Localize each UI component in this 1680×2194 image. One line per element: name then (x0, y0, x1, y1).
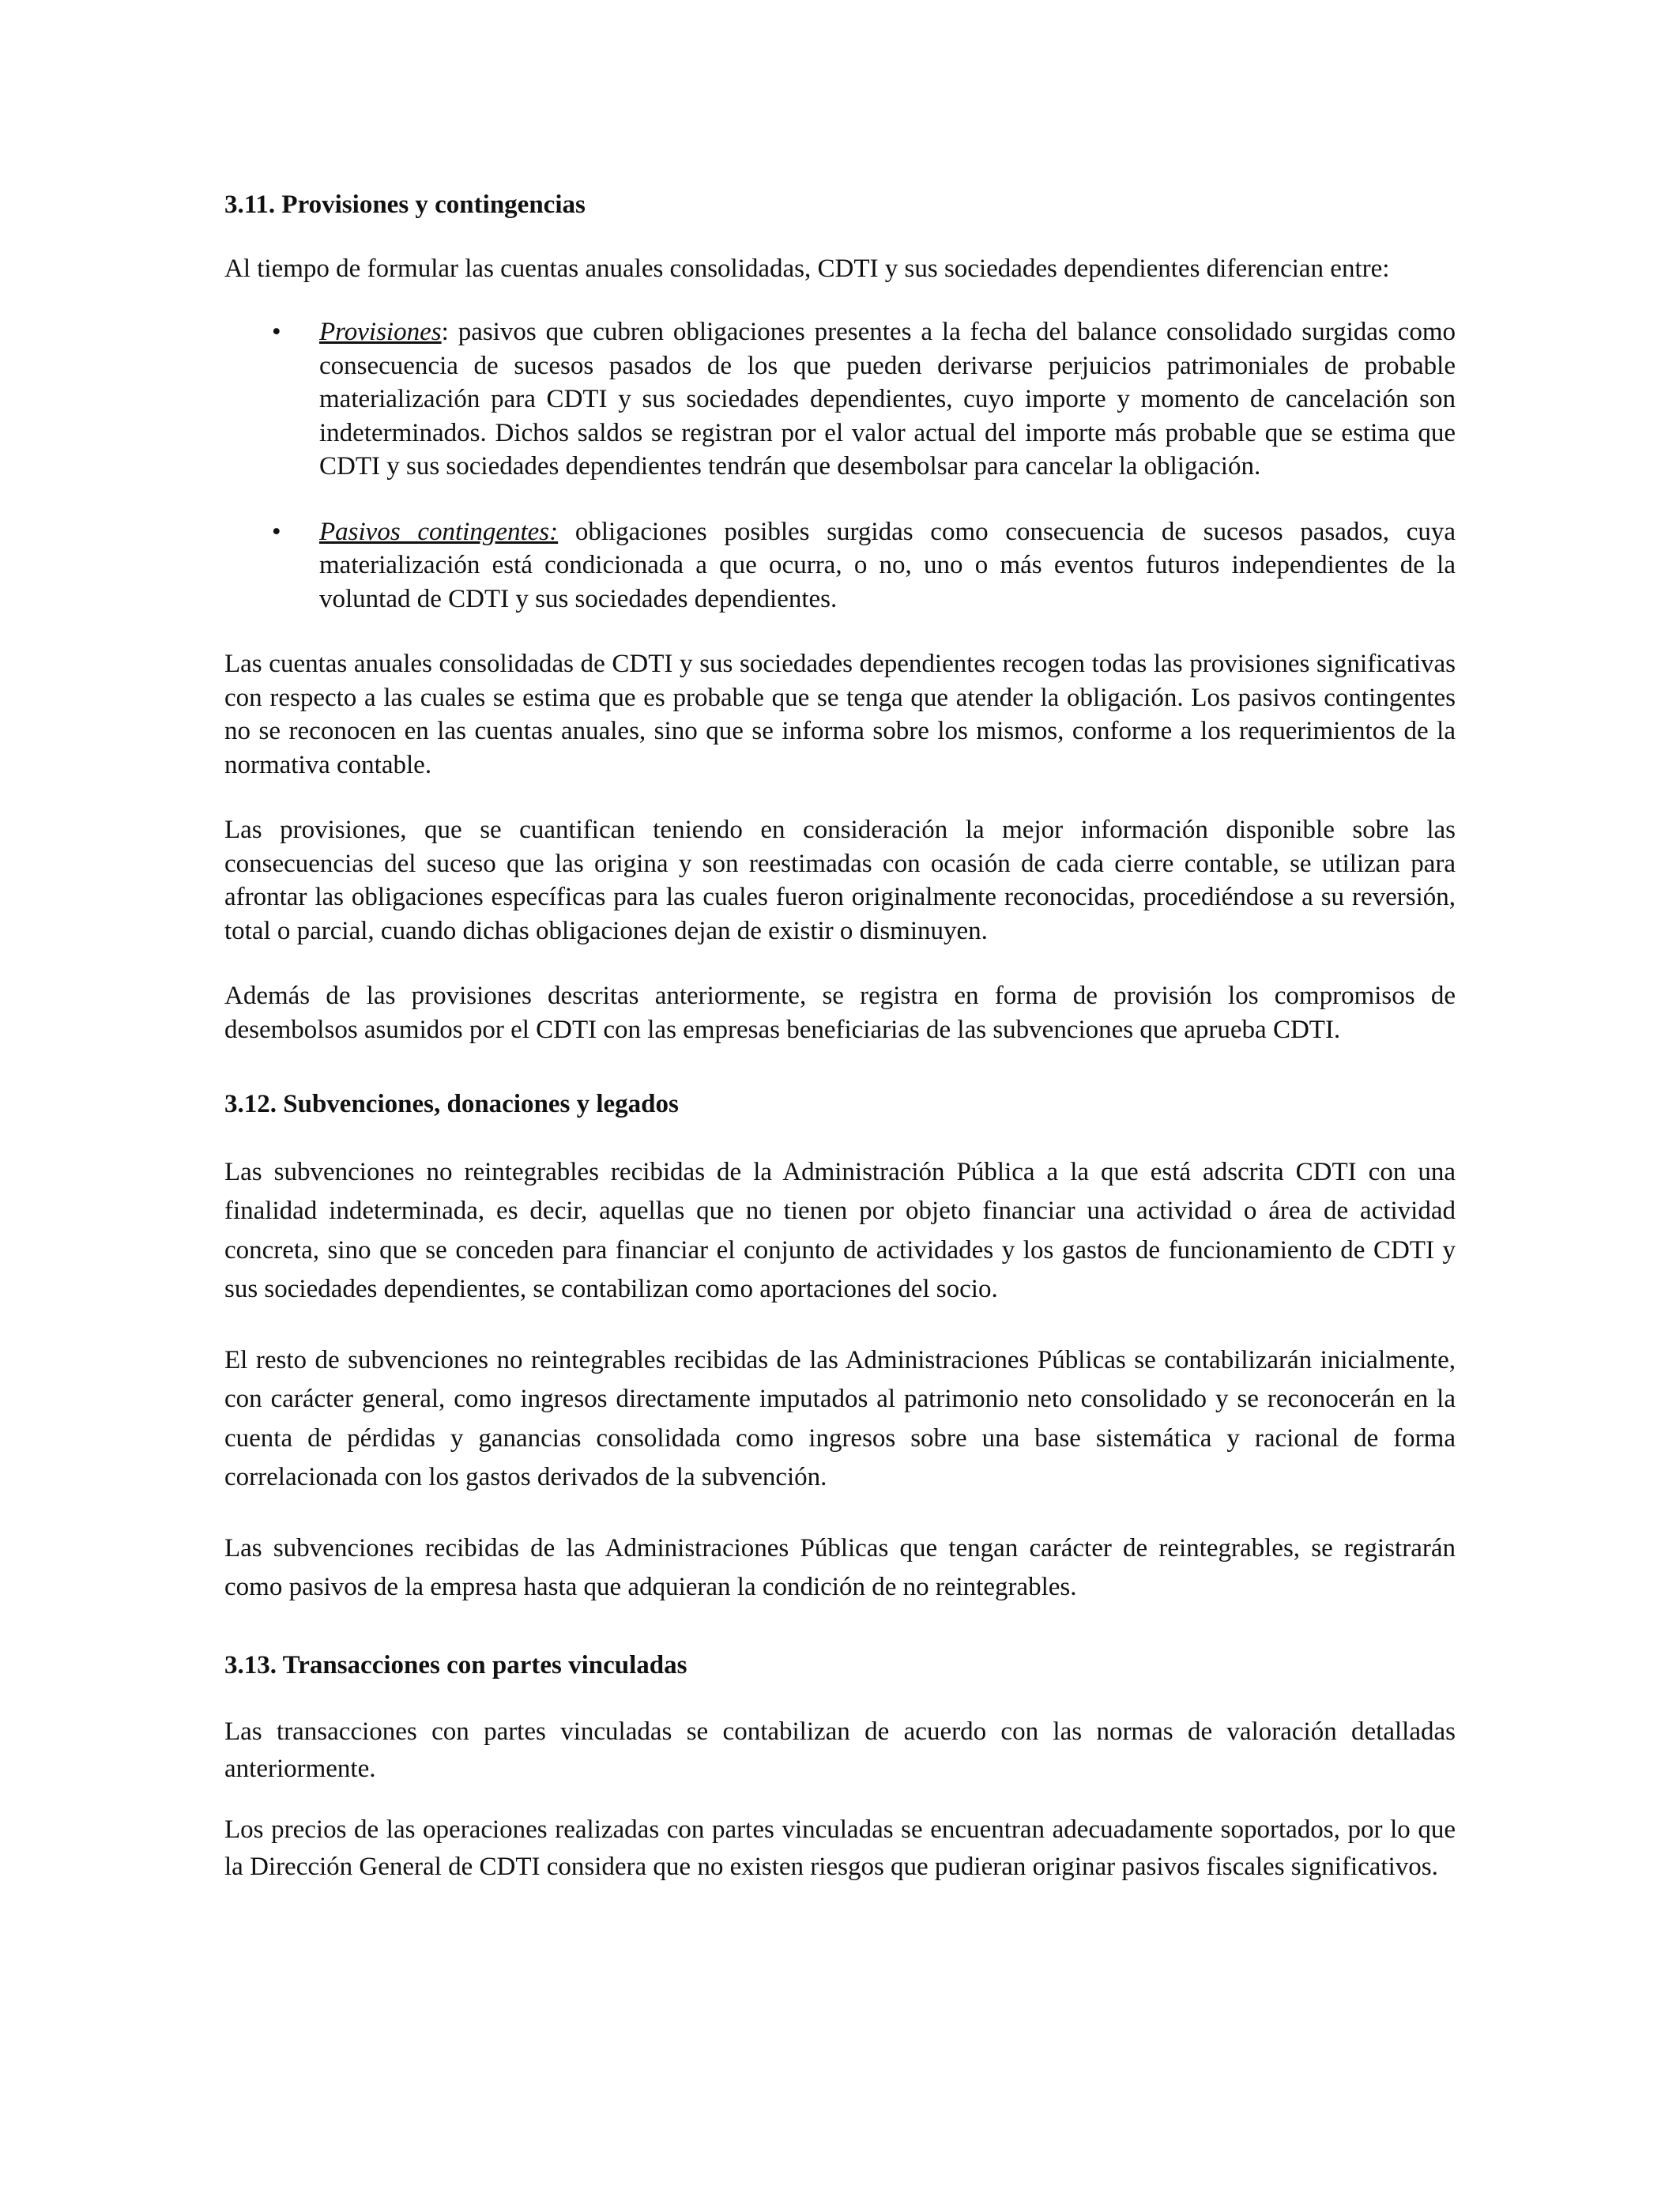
bullet-item-pasivos-contingentes (224, 515, 1456, 616)
paragraph: Las subvenciones no reintegrables recibidas de la Administración Pública a la que está adscrita CDTI con una finalidad indeterminada, es decir, aquellas que no tienen por objeto financiar una actividad o área de actividad concreta, sino que se conceden para financiar el conjunto de actividades y los gastos de funcionamiento de CDTI y sus sociedades dependientes, se contabilizan como aportaciones del socio. (224, 1157, 1456, 1303)
paragraph: Las cuentas anuales consolidadas de CDTI y sus sociedades dependientes recogen todas las provisiones significativas con respecto a las cuales se estima que es probable que se tenga que atender la obligación. Los pasivos contingentes no se reconocen en las cuentas anuales, sino que se informa sobre los mismos, conforme a los requerimientos de la normativa contable. (224, 650, 1456, 779)
paragraph: Las subvenciones recibidas de las Administraciones Públicas que tengan carácter de reintegrables, se registrarán como pasivos de la empresa hasta que adquieran la condición de no reintegrables. (224, 1533, 1456, 1601)
paragraph: Las transacciones con partes vinculadas se contabilizan de acuerdo con las normas de valoración detalladas anteriormente. (224, 1717, 1456, 1783)
section-heading-3-12: 3.12. Subvenciones, donaciones y legados (224, 1090, 679, 1118)
bullet-text: : pasivos que cubren obligaciones presentes a la fecha del balance consolidado surgidas como consecuencia de sucesos pasados de los que pueden derivarse perjuicios patrimoniales de probable materialización para CDTI y sus sociedades dependientes, cuyo importe y momento de cancelación son indeterminados. Dichos saldos se registran por el valor actual del importe más probable que se estima que CDTI y sus sociedades dependientes tendrán que desembolsar para cancelar la obligación. (319, 318, 1456, 481)
bullet-item-provisiones (224, 315, 1456, 484)
term-pasivos-contingentes: Pasivos contingentes: (319, 517, 559, 546)
paragraph: Además de las provisiones descritas anteriormente, se registra en forma de provisión los compromisos de desembolsos asumidos por el CDTI con las empresas beneficiarias de las subvenciones que aprueba CDTI. (224, 982, 1456, 1044)
document-page (224, 188, 1456, 1886)
bullet-list (224, 315, 1456, 616)
paragraph: El resto de subvenciones no reintegrables recibidas de las Administraciones Públicas se contabilizarán inicialmente, con carácter general, como ingresos directamente imputados al patrimonio neto consolidado y se reconocerán en la cuenta de pérdidas y ganancias consolidada como ingresos sobre una base sistemática y racional de forma correlacionada con los gastos derivados de la subvención. (224, 1345, 1456, 1491)
section-heading-3-11: 3.11. Provisiones y contingencias (224, 190, 586, 219)
section-heading-3-13: 3.13. Transacciones con partes vinculadas (224, 1650, 687, 1679)
paragraph: Los precios de las operaciones realizadas con partes vinculadas se encuentran adecuadamente soportados, por lo que la Dirección General de CDTI considera que no existen riesgos que pudieran originar pasivos fiscales significativos. (224, 1815, 1456, 1881)
paragraph-intro: Al tiempo de formular las cuentas anuales consolidadas, CDTI y sus sociedades dependientes diferencian entre: (224, 254, 1390, 283)
bullet-icon: • (272, 517, 281, 546)
term-provisiones: Provisiones (319, 318, 442, 346)
bullet-icon: • (272, 318, 281, 346)
bullet-text: obligaciones posibles surgidas como consecuencia de sucesos pasados, cuya materialización está condicionada a que ocurra, o no, uno o más eventos futuros independientes de la voluntad de CDTI y sus sociedades dependientes. (319, 517, 1456, 613)
paragraph: Las provisiones, que se cuantifican teniendo en consideración la mejor información disponible sobre las consecuencias del suceso que las origina y son reestimadas con ocasión de cada cierre contable, se utilizan para afrontar las obligaciones específicas para las cuales fueron originalmente reconocidas, procediéndose a su reversión, total o parcial, cuando dichas obligaciones dejan de existir o disminuyen. (224, 816, 1456, 945)
